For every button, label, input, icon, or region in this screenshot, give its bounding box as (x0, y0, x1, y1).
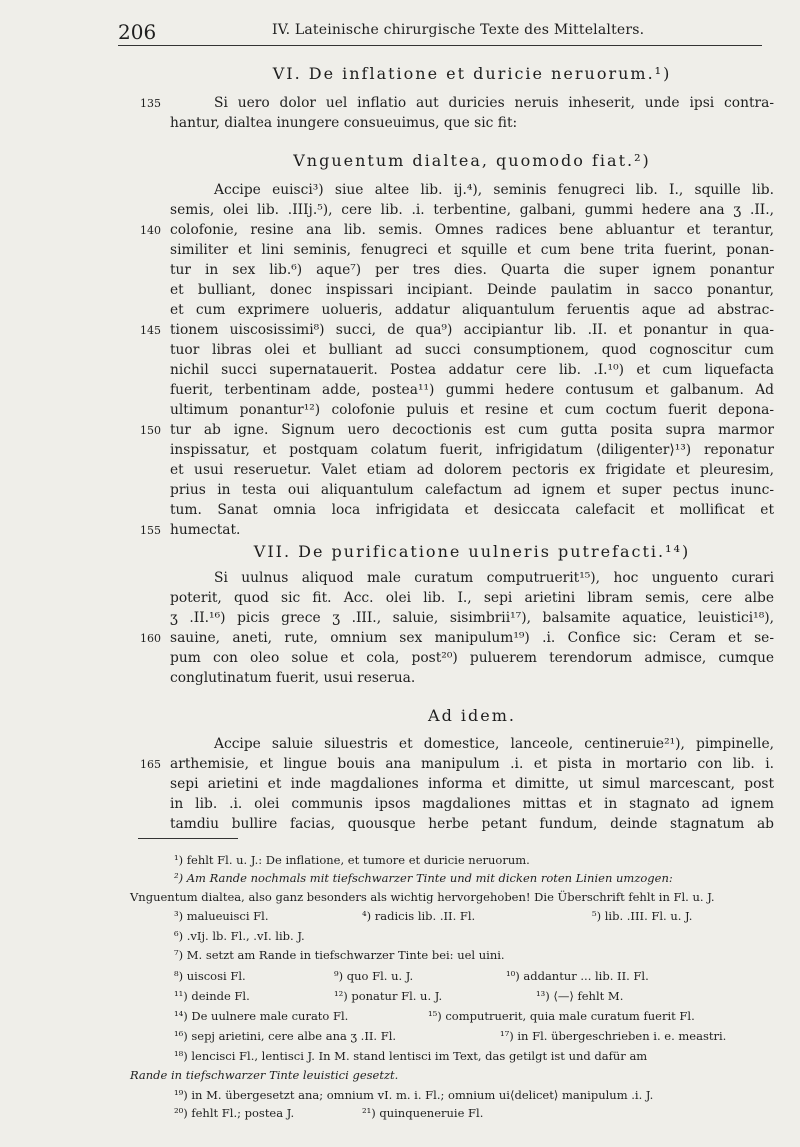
text-line (170, 401, 774, 421)
footnote: ¹⁶) sepj arietini, cere albe ana ʒ .II. Fl. (174, 1029, 397, 1043)
line-text: inspissatur, et postquam colatum fuerit, infrigidatum ⟨diligenter⟩¹³) reponatur (170, 442, 774, 458)
section-heading-vi (170, 64, 774, 83)
text-line (170, 481, 774, 501)
section-heading-ad-idem (170, 706, 774, 725)
line-text: tum. Sanat omnia loca infrigidata et desiccata calefacit et mollificat et (170, 502, 774, 518)
text-line (170, 181, 774, 201)
page-header (118, 20, 762, 44)
footnote: ⁷) M. setzt am Rande in tiefschwarzer Tinte bei: uel uini. (174, 948, 505, 962)
footnote: ²¹) quinqueneruie Fl. (362, 1106, 484, 1120)
page-number: 206 (118, 20, 157, 44)
footnote: ²⁰) fehlt Fl.; postea J. (174, 1106, 295, 1120)
line-text: et usui reseruetur. Valet etiam ad dolorem pectoris ex frigidate et pleuresim, (170, 462, 774, 478)
line-text: Si uulnus aliquod male curatum computruerit¹⁵), hoc unguento curari (214, 570, 774, 586)
text-line (170, 795, 774, 815)
text-line (140, 94, 774, 114)
line-number: 135 (140, 97, 161, 110)
line-text: tuor libras olei et bulliant ad succi consumptionem, quod cognoscitur cum (170, 342, 774, 358)
text-line (170, 461, 774, 481)
heading-text: Ad idem. (428, 706, 516, 725)
text-line (170, 201, 774, 221)
text-line (170, 281, 774, 301)
text-line (170, 775, 774, 795)
line-text: Si uero dolor uel inflatio aut duricies neruis inheserit, unde ipsi contra- (214, 95, 774, 111)
heading-text: VII. De purificatione uulneris putrefacti.¹⁴) (253, 542, 691, 561)
footnote: ⁴) radicis lib. .II. Fl. (362, 909, 476, 923)
text-line (170, 381, 774, 401)
section-heading-vii (170, 542, 774, 561)
text-line (140, 321, 774, 341)
text-line (140, 521, 774, 541)
footnote: ¹⁴) De uulnere male curato Fl. (174, 1009, 349, 1023)
line-number: 155 (140, 524, 161, 537)
line-text: Accipe euisci³) siue altee lib. ij.⁴), seminis fenugreci lib. I., squille lib. (214, 182, 774, 198)
line-number: 145 (140, 324, 161, 337)
footnote: ⁹) quo Fl. u. J. (334, 969, 414, 983)
line-number: 150 (140, 424, 161, 437)
text-line (170, 441, 774, 461)
line-text: similiter et lini seminis, fenugreci et squille et cum bene trita fuerint, ponan- (170, 242, 774, 258)
footnote: ⁸) uiscosi Fl. (174, 969, 246, 983)
footnote: ⁶) .vIj. lb. Fl., .vI. lib. J. (174, 929, 305, 943)
line-text: in lib. .i. olei communis ipsos magdaliones mittas et in stagnato ad ignem (170, 796, 774, 812)
line-text: tionem uiscosissimi⁸) succi, de qua⁹) accipiantur lib. .II. et ponantur in qua- (170, 322, 774, 338)
line-text: pum con oleo solue et cola, post²⁰) puluerem terendorum admisce, cumque (170, 650, 774, 666)
footnote: ¹³) ⟨—⟩ fehlt M. (536, 989, 624, 1003)
text-line (140, 629, 774, 649)
text-line (170, 589, 774, 609)
line-text: colofonie, resine ana lib. semis. Omnes radices bene abluantur et terantur, (170, 222, 774, 238)
header-rule (118, 45, 762, 46)
footnote: ¹¹) deinde Fl. (174, 989, 250, 1003)
text-line (170, 361, 774, 381)
line-text: semis, olei lib. .IIIj.⁵), cere lib. .i. terbentine, galbani, gummi hedere ana ʒ .II., (170, 202, 774, 218)
text-line (140, 755, 774, 775)
text-line (170, 341, 774, 361)
text-line (170, 815, 774, 835)
line-number: 165 (140, 758, 161, 771)
text-line (140, 221, 774, 241)
line-text: prius in testa oui aliquantulum calefactum ad ignem et super pectus inunc- (170, 482, 774, 498)
line-text: conglutinatum fuerit, usui reserua. (170, 670, 416, 686)
line-text: ʒ .II.¹⁶) picis grece ʒ .III., saluie, sisimbrii¹⁷), balsamite aquatice, leuistici¹⁸), (170, 610, 774, 626)
line-text: fuerit, terbentinam adde, postea¹¹) gummi hedere contusum et galbanum. Ad (170, 382, 774, 398)
footnote: ¹⁵) computruerit, quia male curatum fuerit Fl. (428, 1009, 695, 1023)
text-line (170, 649, 774, 669)
line-text: tur ab igne. Signum uero decoctionis est cum gutta posita supra marmor (170, 422, 774, 438)
footnote: ⁵) lib. .III. Fl. u. J. (592, 909, 693, 923)
line-text: poterit, quod sic fit. Acc. olei lib. I., sepi arietini libram semis, cere albe (170, 590, 774, 606)
section-heading-dialtea (170, 151, 774, 170)
footnote-continued: Rande in tiefschwarzer Tinte leuistici gesetzt. (130, 1068, 399, 1082)
text-line (170, 669, 774, 689)
footnote: ¹⁷) in Fl. übergeschrieben i. e. meastri. (500, 1029, 727, 1043)
line-text: humectat. (170, 522, 241, 538)
line-text: sauine, aneti, rute, omnium sex manipulum¹⁹) .i. Confice sic: Ceram et se- (170, 630, 774, 646)
line-text: ultimum ponantur¹²) colofonie puluis et resine et cum coctum fuerit depona- (170, 402, 774, 418)
footnote: ¹⁹) in M. übergesetzt ana; omnium vI. m. i. Fl.; omnium ui⟨delicet⟩ manipulum .i. J. (174, 1088, 654, 1102)
text-line (140, 421, 774, 441)
line-text: hantur, dialtea inungere consueuimus, que sic fit: (170, 115, 518, 131)
footnote: ³) malueuisci Fl. (174, 909, 269, 923)
line-number: 140 (140, 224, 161, 237)
heading-text: VI. De inflatione et duricie neruorum.¹) (272, 64, 672, 83)
footnote: ¹) fehlt Fl. u. J.: De inflatione, et tumore et duricie neruorum. (174, 853, 530, 867)
line-number: 160 (140, 632, 161, 645)
footnote-rule (138, 838, 238, 839)
running-title: IV. Lateinische chirurgische Texte des Mittelalters. (272, 22, 645, 38)
line-text: et cum exprimere uolueris, addatur aliquantulum feruentis aque ad abstrac- (170, 302, 774, 318)
line-text: sepi arietini et inde magdaliones informa et dimitte, ut simul marcescant, post (170, 776, 774, 792)
line-text: et bulliant, donec inspissari incipiant. Deinde paulatim in sacco ponantur, (170, 282, 774, 298)
text-line (170, 301, 774, 321)
line-text: nichil succi supernatauerit. Postea addatur cere lib. .I.¹⁰) et cum liquefacta (170, 362, 774, 378)
line-text: tamdiu bullire facias, quousque herbe petant fundum, deinde stagnatum ab (170, 816, 774, 832)
text-line (170, 241, 774, 261)
text-line (170, 735, 774, 755)
text-line (170, 261, 774, 281)
footnote: ¹⁰) addantur ... lib. II. Fl. (506, 969, 649, 983)
footnote: ¹⁸) lencisci Fl., lentisci J. In M. stand lentisci im Text, das getilgt ist und dafür am (174, 1049, 648, 1063)
heading-text: Vnguentum dialtea, quomodo fiat.²) (293, 151, 651, 170)
text-line (170, 114, 774, 134)
text-line (170, 609, 774, 629)
footnote: ¹²) ponatur Fl. u. J. (334, 989, 443, 1003)
footnote-continued: Vnguentum dialtea, also ganz besonders als wichtig hervorgehoben! Die Überschrift fehlt in Fl. u. J. (130, 890, 715, 904)
text-line (170, 501, 774, 521)
footnote: ²) Am Rande nochmals mit tiefschwarzer Tinte und mit dicken roten Linien umzogen: (174, 871, 673, 885)
line-text: tur in sex lib.⁶) aque⁷) per tres dies. Quarta die super ignem ponantur (170, 262, 774, 278)
text-line (170, 569, 774, 589)
line-text: Accipe saluie siluestris et domestice, lanceole, centineruie²¹), pimpinelle, (214, 736, 774, 752)
line-text: arthemisie, et lingue bouis ana manipulum .i. et pista in mortario con lib. i. (170, 756, 774, 772)
